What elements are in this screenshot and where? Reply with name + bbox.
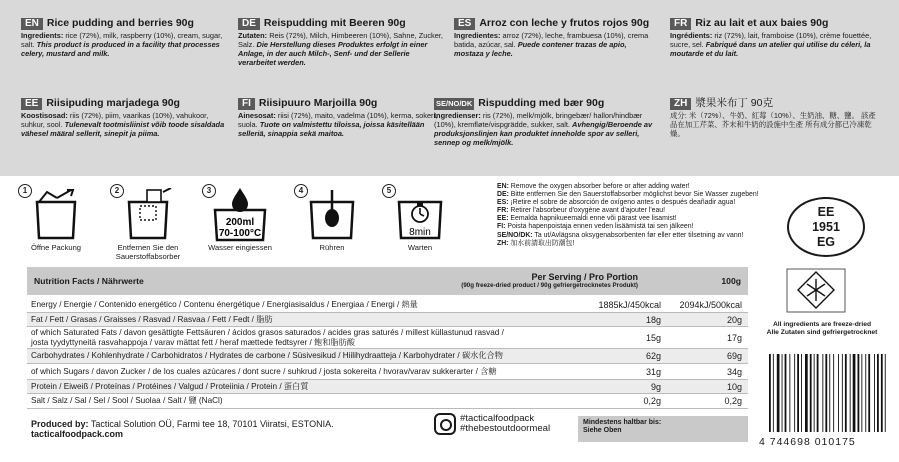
snowflake-icon <box>786 268 846 313</box>
nutrition-table <box>27 267 748 409</box>
warning-code: FI: <box>497 223 506 231</box>
step-remove-absorber <box>112 184 184 261</box>
warning-line <box>497 207 772 215</box>
freeze-dried-de: Alle Zutaten sind gefriergetrocknet <box>766 329 878 336</box>
ingredients-label: Ainesosat: <box>238 111 276 120</box>
per-100g-value: 2094kJ/500kcal <box>679 300 742 310</box>
table-row <box>27 394 748 409</box>
barcode-bar <box>829 354 830 432</box>
lang-block-es <box>454 18 654 58</box>
per-100g-header: 100g <box>721 276 741 286</box>
warning-code: ZH: <box>497 239 509 247</box>
absorber-warnings <box>497 183 772 248</box>
allergen-note: Puede contener trazas de apio, mostaza y leche. <box>454 40 627 59</box>
warning-text: Retirer l'absorbeur d'oxygène avant d'ajouter l'eau! <box>510 207 666 215</box>
step-number: 2 <box>110 184 124 198</box>
per-100g-value: 10g <box>726 381 742 392</box>
table-row <box>27 380 748 394</box>
nutrient-label: Carbohydrates / Kohlenhydrate / Carbohidratos / Hydrates de carbone / Süsivesikud / Hiilihydraatteja / Karbohydrater / 碳水化合物 <box>31 351 503 360</box>
allergen-note: Avhengig/Beroende av produksjonslinjen kan produktet inneholde spor av selleri, sennep og melk/mjölk. <box>434 120 653 148</box>
nutrient-label: of which Saturated Fats / davon gesättigte Fettsäuren / ácidos grasos saturados / acides gras saturés / millest küllastunud rasvad / josta tyydyttyneitä rasvahappoja / varav mättat fett / heraf mættede fedtsyrer / 飽和脂肪酸 <box>31 327 504 347</box>
lang-tag: ES <box>454 18 475 30</box>
allergen-note: Die Herstellung dieses Produktes erfolgt in einer Anlage, in der auch Milch-, Senf- und der Sellerie verarbeitet werden. <box>238 40 428 68</box>
lang-tag: FI <box>238 98 255 110</box>
warning-line <box>497 223 772 231</box>
lang-tag: FR <box>670 18 691 30</box>
freeze-dried-en: All ingredients are freeze-dried <box>772 321 872 328</box>
barcode-bar <box>877 354 879 432</box>
barcode-bar <box>777 354 780 432</box>
stamp-country: EE <box>817 205 835 219</box>
nutrition-header <box>27 267 748 295</box>
step-caption: Wasser eingiessen <box>208 243 272 252</box>
product-title: Rice pudding and berries 90g <box>46 17 194 30</box>
open-pack-icon <box>27 188 85 242</box>
step-number: 1 <box>18 184 32 198</box>
nutrition-title: Nutrition Facts / Nährwerte <box>34 276 144 286</box>
lang-block-fr <box>670 18 880 58</box>
per-serving-value: 62g <box>645 351 661 361</box>
barcode-bar <box>868 354 870 432</box>
table-row <box>27 313 748 327</box>
instagram-tags <box>434 413 550 435</box>
barcode-bar <box>817 354 819 432</box>
producer-label: Produced by: <box>31 419 89 429</box>
barcode-bar <box>810 354 812 432</box>
barcode-bar <box>865 354 866 432</box>
warning-text: Bitte entfernen Sie den Sauerstoffabsorber möglichst bevor Sie Wasser zugeben! <box>510 191 759 199</box>
barcode-bar <box>782 354 783 432</box>
per-serving-value: 9g <box>650 381 661 392</box>
wait-time: 8min <box>409 227 431 238</box>
absorber-icon <box>119 188 177 242</box>
product-title: Riisipuding marjadega 90g <box>46 97 180 110</box>
per-serving-label: Per Serving / Pro Portion <box>531 272 638 282</box>
lang-tag: ZH <box>670 98 691 110</box>
step-stir <box>296 184 368 253</box>
barcode-bar <box>858 354 860 432</box>
lang-tag: EN <box>21 18 43 30</box>
barcode-bar <box>773 354 774 432</box>
barcode-bar <box>814 354 815 432</box>
warning-text: Poista hapenpoistaja ennen veden lisäämistä tai sen jälkeen! <box>507 223 694 231</box>
per-serving-value: 15g <box>645 332 661 343</box>
warning-code: EE: <box>497 215 509 223</box>
warning-text: 加水前請取出防潮包! <box>510 239 575 247</box>
water-drop-icon <box>209 188 271 242</box>
best-before-sub: Siehe Oben <box>583 427 622 434</box>
barcode-bar <box>853 354 856 432</box>
step-number: 4 <box>294 184 308 198</box>
product-title: Reispudding mit Beeren 90g <box>263 17 406 30</box>
step-open-pack <box>20 184 92 253</box>
ingredients-label: Zutaten: <box>238 31 268 40</box>
freeze-dried-note <box>752 321 892 337</box>
warning-code: FR: <box>497 207 509 215</box>
per-100g-value: 20g <box>726 314 742 325</box>
allergen-note: Tuote on valmistettu tiloissa, joissa käsitellään selleriä, sinappia sekä maitoa. <box>238 120 425 139</box>
lang-block-zh <box>670 98 880 138</box>
lang-tag: EE <box>21 98 42 110</box>
warning-text: Eemalda hapnikueemaldi enne või pärast vee lisamist! <box>510 215 677 223</box>
instagram-icon <box>434 413 456 435</box>
barcode-bar <box>885 354 886 432</box>
product-title: Arroz con leche y frutos rojos 90g <box>479 17 650 30</box>
step-caption: Öffne Packung <box>30 243 82 252</box>
warning-code: EN: <box>497 183 509 190</box>
table-row <box>27 349 748 364</box>
warning-line <box>497 240 772 248</box>
per-100g-value: 17g <box>726 332 742 343</box>
lang-tag: DE <box>238 18 260 30</box>
lang-tag: SE/NO/DK <box>436 99 473 108</box>
lang-block-fi <box>238 98 443 138</box>
barcode-bar <box>881 354 883 432</box>
step-caption: Rühren <box>319 243 345 252</box>
warning-text: Remove the oxygen absorber before or after adding water! <box>510 183 690 190</box>
ingredients-label: Ingredientes: <box>454 31 501 40</box>
producer-info <box>31 419 334 439</box>
allergen-note: This product is produced in a facility that processes celery, mustard and milk. <box>21 40 220 59</box>
barcode-bar <box>845 354 847 432</box>
barcode-bar <box>789 354 790 432</box>
ingredients-text: Reis (72%), Milch, Himbeeren (10%), Sahne, Zucker, Salz. <box>238 31 443 50</box>
barcode-bar <box>842 354 843 432</box>
barcode-bar <box>801 354 802 432</box>
warning-text: Ta ut/Avlägsna oksygenabsorbenten før eller etter tilsetning av vann! <box>534 231 744 239</box>
warning-line <box>497 215 772 223</box>
per-serving-value: 0,2g <box>643 396 661 406</box>
lang-block-en <box>21 18 226 58</box>
barcode-bar <box>769 354 771 432</box>
per-serving-sub: (90g freeze-dried product / 90g gefriergetrocknetes Produkt) <box>461 282 638 289</box>
ingredients-label: Ingrédients: <box>670 31 713 40</box>
barcode-number: 4 744698 010175 <box>759 436 856 448</box>
warning-line <box>497 183 772 191</box>
nutrient-label: Protein / Eiweiß / Proteínas / Protéines / Valgud / Proteiinia / Protein / 蛋白質 <box>31 381 309 391</box>
preparation-steps <box>20 184 500 264</box>
barcode-bar <box>850 354 851 432</box>
nutrient-label: Energy / Energie / Contenido energético / Contenu énergétique / Energiasisaldus / Energiaa / Energi / 熱量 <box>31 300 418 309</box>
ingredients-text: riis (72%), piim, vaarikas (10%), vahukoor, suhkur, sool. <box>21 111 209 130</box>
step-number: 3 <box>202 184 216 198</box>
producer-address: Tactical Solution OÜ, Farmi tee 18, 70101 Viiratsi, ESTONIA. <box>90 419 334 429</box>
per-serving-value: 31g <box>645 366 661 377</box>
per-serving-value: 1885kJ/450kcal <box>598 300 661 310</box>
water-temperature: 70-100°C <box>218 228 262 239</box>
lang-block-se <box>434 98 656 147</box>
barcode-bar <box>797 354 799 432</box>
product-title: Riz au lait et aux baies 90g <box>695 17 829 30</box>
ingredients-text: rice (72%), milk, raspberry (10%), cream, sugar, salt. <box>21 31 223 50</box>
barcode-bar <box>825 354 827 432</box>
allergen-note: Fabriqué dans un atelier qui utilise du céleri, la moutarde et du lait. <box>670 40 871 59</box>
ingredients-label: Koostisosad: <box>21 111 68 120</box>
barcode-bar <box>838 354 839 432</box>
barcode-bar <box>794 354 795 432</box>
nutrient-label: Salt / Salz / Sal / Sel / Sool / Suolaa / Salt / 鹽 (NaCl) <box>31 396 223 405</box>
table-row <box>27 327 748 349</box>
per-100g-value: 34g <box>726 366 742 377</box>
ingredients-text: 成分: 米（72%）、牛奶、紅莓（10%）、生奶油、糖、鹽。 <box>670 111 859 120</box>
ingredients-text: riz (72%), lait, framboise (10%), crème fouettée, sucre, sel. <box>670 31 872 50</box>
barcode-bar <box>822 354 823 432</box>
per-100g-value: 0,2g <box>724 396 742 406</box>
step-caption: Warten <box>407 243 433 252</box>
warning-code: ES: <box>497 199 509 207</box>
ingredients-band <box>0 0 899 176</box>
barcode-bar <box>861 354 862 432</box>
warning-line <box>497 199 772 207</box>
best-before-box <box>578 416 748 442</box>
table-row <box>27 298 748 313</box>
product-title: Rispudding med bær 90g <box>478 97 605 110</box>
step-number: 5 <box>382 184 396 198</box>
warning-code: SE/NO/DK: <box>497 231 533 239</box>
ingredients-text: ris (72%), melk/mjölk, bringebær/ hallon/hindbær (10%), kremfløte/vispgrädde, sukker, salt. <box>434 111 643 130</box>
per-serving-value: 18g <box>645 314 661 325</box>
stamp-number: 1951 <box>812 220 840 234</box>
hashtag: #tacticalfoodpack <box>460 413 535 424</box>
step-add-water <box>204 184 276 253</box>
ingredients-label: Ingredienser: <box>434 111 481 120</box>
best-before-label: Mindestens haltbar bis: <box>583 419 662 426</box>
eu-health-mark <box>787 197 865 257</box>
barcode-bar <box>785 354 787 432</box>
warning-text: ¡Retire el sobre de absorción de oxígeno antes o después deañadir agua! <box>510 199 736 207</box>
lang-block-de <box>238 18 443 67</box>
barcode <box>765 354 889 432</box>
warning-code: DE: <box>497 191 509 199</box>
ingredients-text: arroz (72%), leche, frambuesa (10%), crema batida, azúcar, sal. <box>454 31 649 50</box>
step-caption: Entfernen Sie den Sauerstoffabsorber <box>115 243 181 261</box>
per-100g-value: 69g <box>726 351 742 361</box>
warning-line <box>497 191 772 199</box>
ingredients-text: riisi (72%), maito, vadelma (10%), kerma, sokeri, suola. <box>238 111 438 130</box>
product-title: Riisipuuro Marjoilla 90g <box>258 97 378 110</box>
lang-block-ee <box>21 98 226 138</box>
ingredients-label: Ingredients: <box>21 31 64 40</box>
table-row <box>27 364 748 380</box>
spoon-icon <box>303 188 361 242</box>
allergen-note: 該產品在加工芹菜、芥末和牛奶的設施中生產 所有成分都已冷凍乾燥。 <box>670 111 876 139</box>
product-title: 漿果米布丁 90克 <box>695 97 773 110</box>
water-volume: 200ml <box>225 217 255 228</box>
timer-icon <box>391 188 449 242</box>
stamp-region: EG <box>816 235 836 249</box>
nutrient-label: Fat / Fett / Grasas / Graisses / Rasvad / Rasvaa / Fett / Fedt / 脂肪 <box>31 314 273 324</box>
per-serving-header <box>461 272 638 289</box>
nutrient-label: of which Sugars / davon Zucker / de los cuales azúcares / dont sucre / suhkrud / josta sokereita / hvorav/varav sukkerarter / 含糖 <box>31 366 497 376</box>
warning-line <box>497 232 772 240</box>
step-wait <box>384 184 456 253</box>
allergen-note: Tulenevalt tootmisliinist võib toode sisaldada vähesel määral sellerit, sinepit ja piima. <box>21 120 225 139</box>
barcode-bar <box>833 354 834 432</box>
hashtag: #thebestoutdoormeal <box>460 423 551 434</box>
barcode-bar <box>874 354 875 432</box>
producer-website: tacticalfoodpack.com <box>31 429 124 439</box>
barcode-bar <box>805 354 808 432</box>
